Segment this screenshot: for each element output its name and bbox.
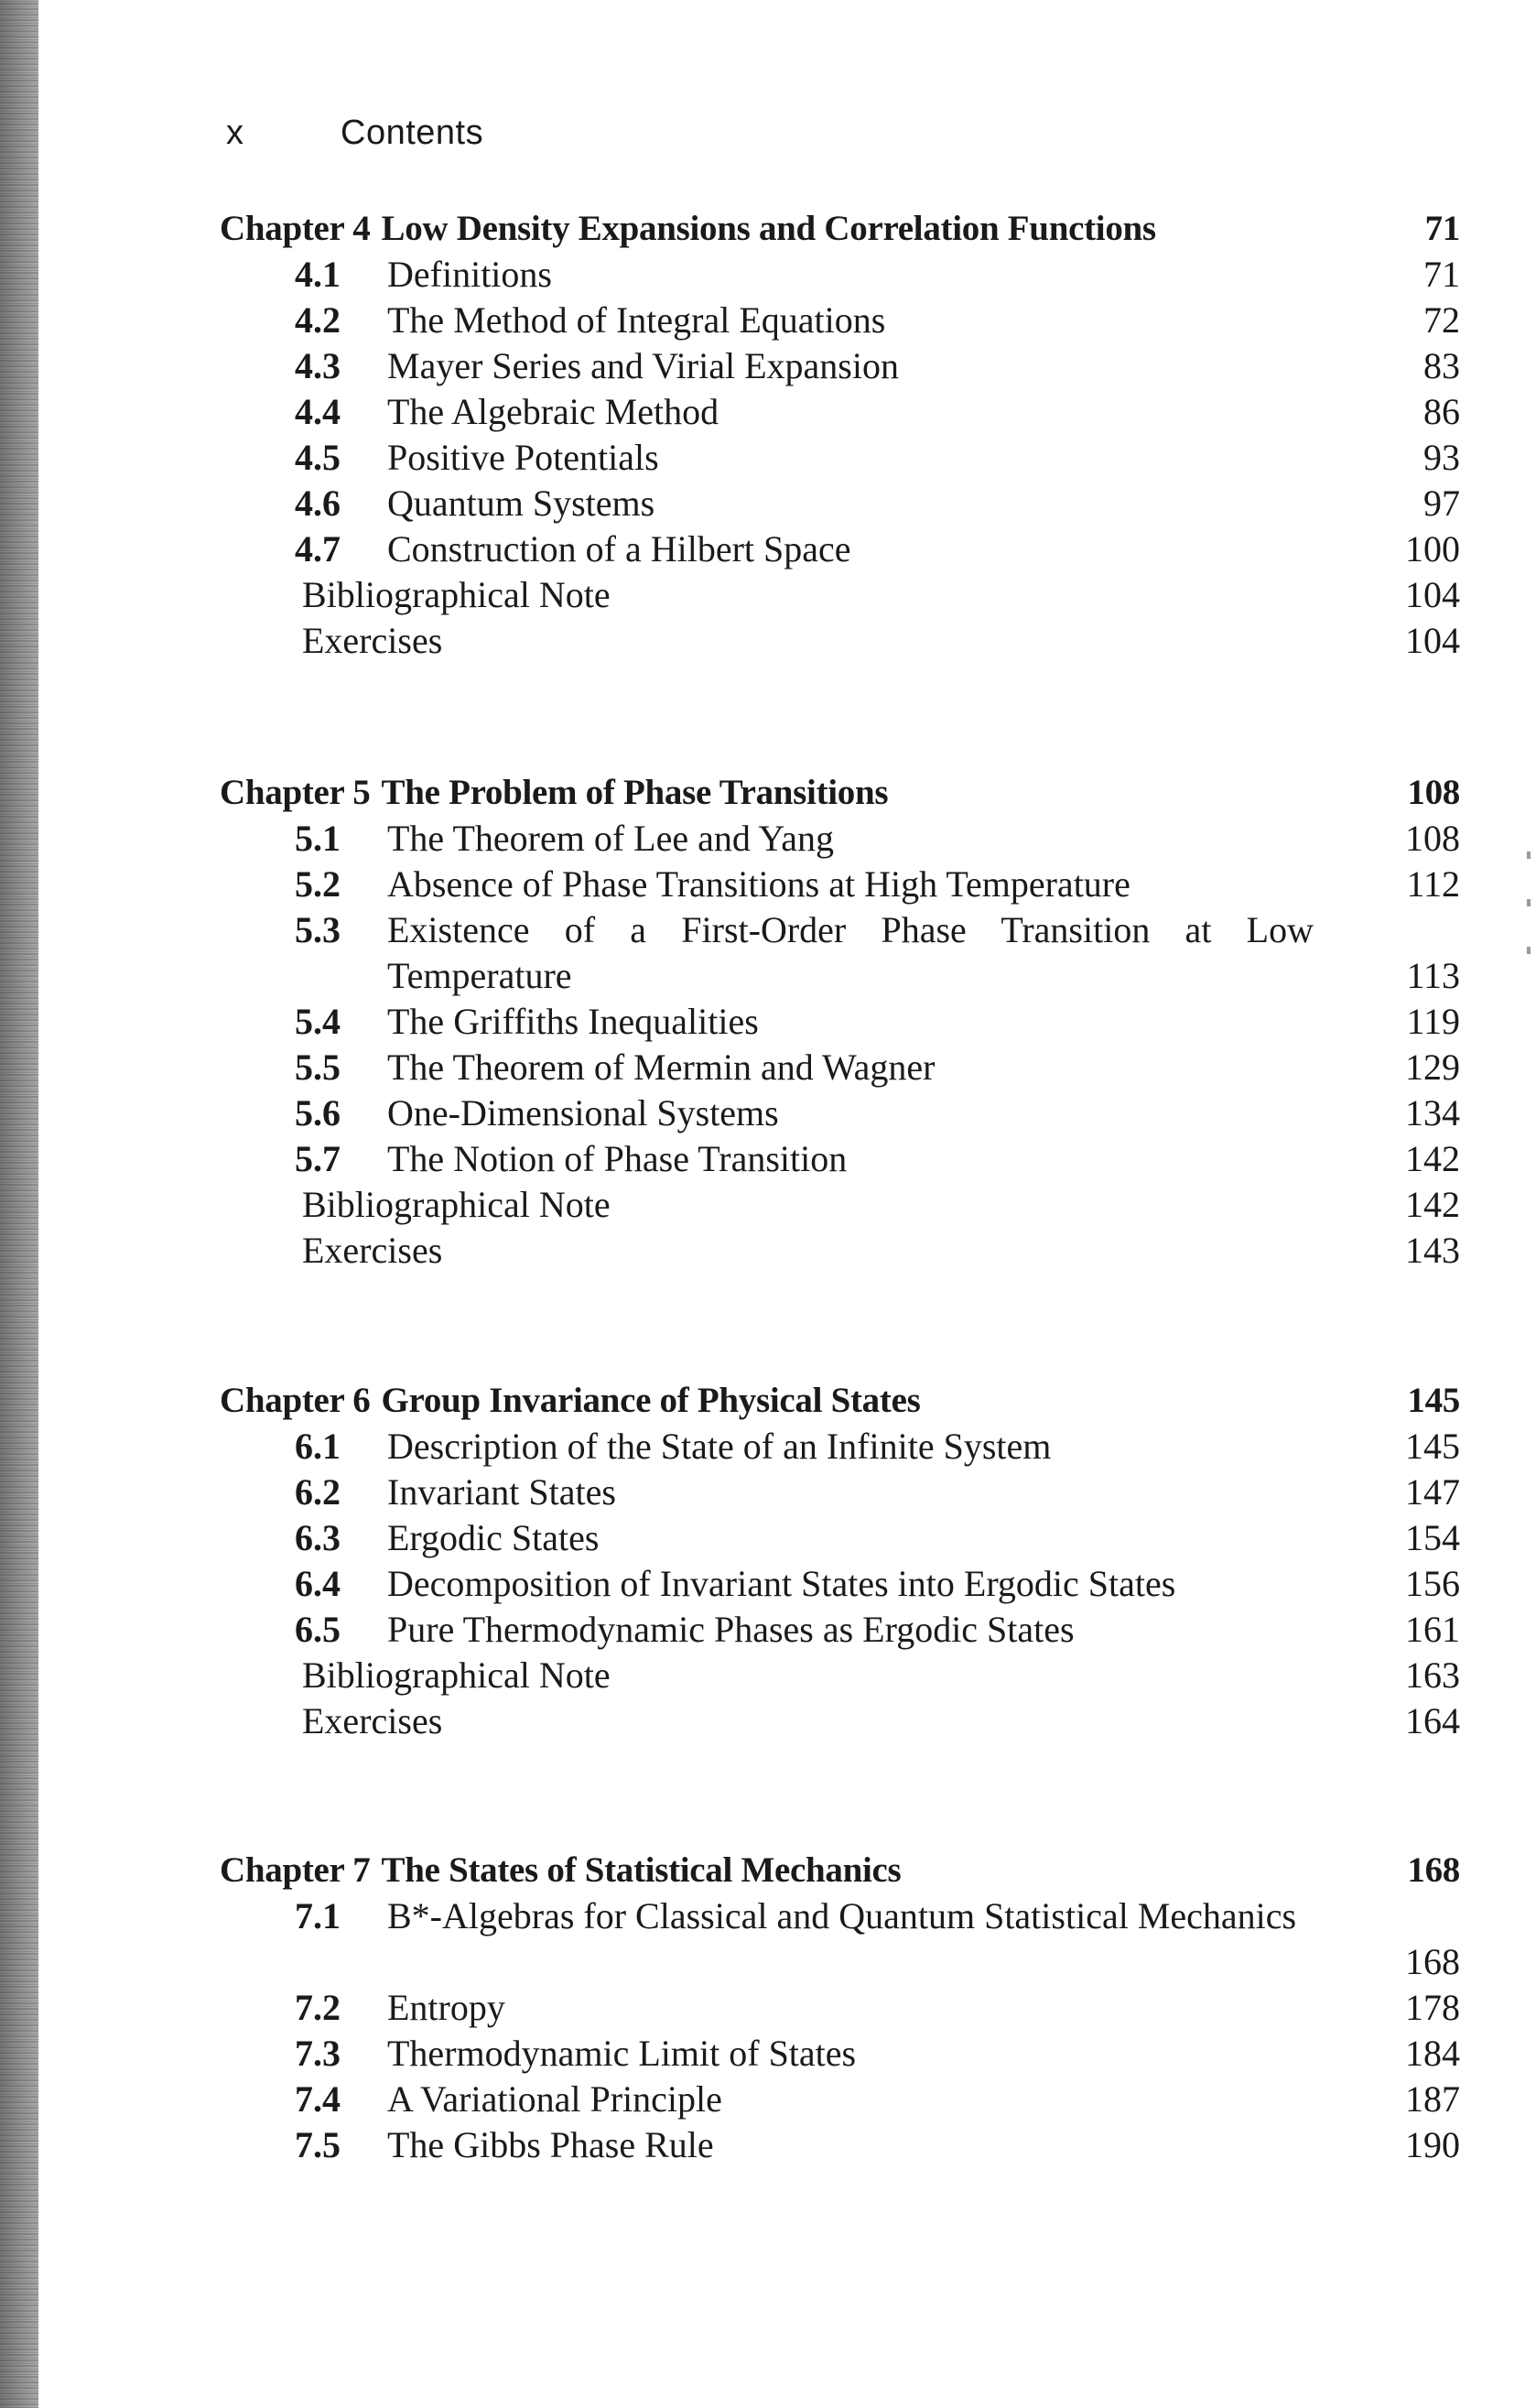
toc-section-row[interactable] [220, 816, 1460, 862]
extra-page: 142 [1405, 1184, 1460, 1225]
toc-section-row[interactable] [220, 481, 1460, 526]
toc-section-row[interactable] [220, 2077, 1460, 2122]
section-number: 7.4 [295, 2078, 341, 2120]
section-number: 6.1 [295, 1426, 341, 1467]
section-page: 93 [1423, 437, 1460, 478]
chapter-title: Group Invariance of Physical States [381, 1381, 921, 1420]
extra-page: 104 [1405, 620, 1460, 661]
section-title: Existence of a First-Order Phase Transition at Low Temperature [387, 909, 1314, 996]
section-page: 113 [1406, 955, 1460, 996]
section-page: 97 [1423, 483, 1460, 524]
section-number: 6.3 [295, 1517, 341, 1558]
toc-section-row[interactable] [220, 1045, 1460, 1090]
section-page: 112 [1406, 863, 1460, 905]
extra-title: Exercises [302, 1230, 443, 1271]
section-number: 4.7 [295, 528, 341, 569]
section-title: The Algebraic Method [387, 391, 719, 432]
chapter-heading[interactable] [220, 206, 1460, 252]
section-title: Mayer Series and Virial Expansion [387, 345, 899, 386]
toc-section-row[interactable] [220, 907, 1460, 999]
toc-section-row[interactable] [220, 526, 1460, 572]
toc-section-row[interactable] [220, 1985, 1460, 2031]
chapter-5-block [220, 770, 1460, 1274]
section-page: 147 [1405, 1471, 1460, 1513]
toc-section-row[interactable] [220, 252, 1460, 298]
section-page: 86 [1423, 391, 1460, 432]
section-title: One-Dimensional Systems [387, 1092, 779, 1133]
toc-section-row[interactable] [220, 1424, 1460, 1470]
running-head-title: Contents [341, 114, 484, 152]
section-title: The Method of Integral Equations [387, 299, 886, 341]
section-number: 5.4 [295, 1001, 341, 1042]
toc-extra-row[interactable] [220, 1182, 1460, 1228]
chapter-label: Chapter 6 [220, 1381, 371, 1420]
toc-section-row[interactable] [220, 389, 1460, 435]
section-page: 156 [1405, 1563, 1460, 1604]
section-title: Invariant States [387, 1471, 616, 1513]
section-number: 4.3 [295, 345, 341, 386]
toc-section-row[interactable] [220, 862, 1460, 907]
running-head [226, 114, 483, 153]
section-page: 72 [1423, 299, 1460, 341]
section-title: Description of the State of an Infinite System [387, 1426, 1052, 1467]
chapter-page: 145 [1407, 1381, 1460, 1420]
chapter-heading[interactable] [220, 770, 1460, 816]
section-page: 161 [1405, 1609, 1460, 1650]
chapter-page: 108 [1407, 773, 1460, 812]
toc-section-row[interactable] [220, 435, 1460, 481]
toc-section-row[interactable] [220, 2122, 1460, 2168]
extra-page: 163 [1405, 1654, 1460, 1696]
toc-section-row[interactable] [220, 1515, 1460, 1561]
section-title: The Gibbs Phase Rule [387, 2124, 714, 2165]
toc-section-row[interactable] [220, 298, 1460, 343]
section-page: 184 [1405, 2033, 1460, 2074]
section-title: The Theorem of Lee and Yang [387, 818, 835, 859]
section-page: 142 [1405, 1138, 1460, 1179]
section-number: 4.1 [295, 254, 341, 295]
section-page: 190 [1405, 2124, 1460, 2165]
page-numeral: x [226, 114, 244, 152]
chapter-4-block [220, 206, 1460, 664]
section-page: 108 [1405, 818, 1460, 859]
toc-section-row[interactable] [220, 1136, 1460, 1182]
section-number: 7.3 [295, 2033, 341, 2074]
book-binding-edge [0, 0, 38, 2408]
toc-section-row[interactable] [220, 999, 1460, 1045]
section-page: 145 [1405, 1426, 1460, 1467]
section-page: 71 [1423, 254, 1460, 295]
section-number: 7.1 [295, 1895, 341, 1936]
toc-section-row[interactable] [220, 343, 1460, 389]
section-number: 5.2 [295, 863, 341, 905]
toc-section-row[interactable] [220, 1090, 1460, 1136]
section-page: 134 [1405, 1092, 1460, 1133]
section-number: 5.7 [295, 1138, 341, 1179]
section-page: 187 [1405, 2078, 1460, 2120]
section-title: Quantum Systems [387, 483, 655, 524]
section-title: A Variational Principle [387, 2078, 722, 2120]
extra-page: 143 [1405, 1230, 1460, 1271]
section-number: 4.4 [295, 391, 341, 432]
section-title: The Notion of Phase Transition [387, 1138, 848, 1179]
chapter-label: Chapter 4 [220, 209, 371, 248]
toc-section-row[interactable] [220, 1561, 1460, 1607]
extra-title: Bibliographical Note [302, 1184, 611, 1225]
chapter-heading[interactable] [220, 1848, 1460, 1893]
section-number: 7.2 [295, 1987, 341, 2028]
chapter-6-block [220, 1378, 1460, 1744]
section-title: Positive Potentials [387, 437, 659, 478]
section-title: Decomposition of Invariant States into Ergodic States [387, 1563, 1176, 1604]
section-number: 4.5 [295, 437, 341, 478]
toc-section-row[interactable] [220, 1470, 1460, 1515]
chapter-page: 168 [1407, 1850, 1460, 1890]
section-title: Entropy [387, 1987, 505, 2028]
section-page: 154 [1405, 1517, 1460, 1558]
page-edge-marks [1527, 851, 1532, 994]
chapter-label: Chapter 5 [220, 773, 371, 812]
section-page: 83 [1423, 345, 1460, 386]
chapter-title: The States of Statistical Mechanics [381, 1850, 902, 1890]
toc-section-row[interactable] [220, 1607, 1460, 1653]
extra-title: Bibliographical Note [302, 574, 611, 615]
section-title: Construction of a Hilbert Space [387, 528, 851, 569]
toc-extra-row[interactable] [220, 1653, 1460, 1698]
section-number: 6.2 [295, 1471, 341, 1513]
chapter-heading[interactable] [220, 1378, 1460, 1424]
section-title: Pure Thermodynamic Phases as Ergodic States [387, 1609, 1075, 1650]
chapter-7-block [220, 1848, 1460, 2168]
chapter-title: The Problem of Phase Transitions [381, 773, 889, 812]
section-page: 168 [1405, 1941, 1460, 1982]
section-number: 6.4 [295, 1563, 341, 1604]
section-page: 129 [1405, 1047, 1460, 1088]
section-number: 4.6 [295, 483, 341, 524]
extra-page: 164 [1405, 1700, 1460, 1741]
chapter-title: Low Density Expansions and Correlation Functions [381, 209, 1156, 248]
extra-title: Exercises [302, 1700, 443, 1741]
section-title: B*-Algebras for Classical and Quantum Statistical Mechanics [387, 1895, 1297, 1936]
section-number: 5.6 [295, 1092, 341, 1133]
section-title: Absence of Phase Transitions at High Temperature [387, 863, 1130, 905]
section-title: Thermodynamic Limit of States [387, 2033, 857, 2074]
section-number: 5.1 [295, 818, 341, 859]
section-title: The Griffiths Inequalities [387, 1001, 759, 1042]
chapter-page: 71 [1424, 209, 1460, 248]
section-number: 7.5 [295, 2124, 341, 2165]
toc-extra-row[interactable] [220, 1698, 1460, 1744]
section-number: 5.3 [295, 909, 341, 950]
section-title: Definitions [387, 254, 552, 295]
section-title: The Theorem of Mermin and Wagner [387, 1047, 936, 1088]
extra-title: Bibliographical Note [302, 1654, 611, 1696]
section-number: 4.2 [295, 299, 341, 341]
section-title: Ergodic States [387, 1517, 600, 1558]
extra-title: Exercises [302, 620, 443, 661]
toc-extra-row[interactable] [220, 1228, 1460, 1274]
toc-extra-row[interactable] [220, 618, 1460, 664]
toc-section-row[interactable] [220, 2031, 1460, 2077]
section-page: 100 [1405, 528, 1460, 569]
extra-page: 104 [1405, 574, 1460, 615]
chapter-label: Chapter 7 [220, 1850, 371, 1890]
section-page: 178 [1405, 1987, 1460, 2028]
toc-section-row[interactable] [220, 1893, 1460, 1985]
toc-extra-row[interactable] [220, 572, 1460, 618]
section-number: 6.5 [295, 1609, 341, 1650]
section-number: 5.5 [295, 1047, 341, 1088]
section-page: 119 [1406, 1001, 1460, 1042]
